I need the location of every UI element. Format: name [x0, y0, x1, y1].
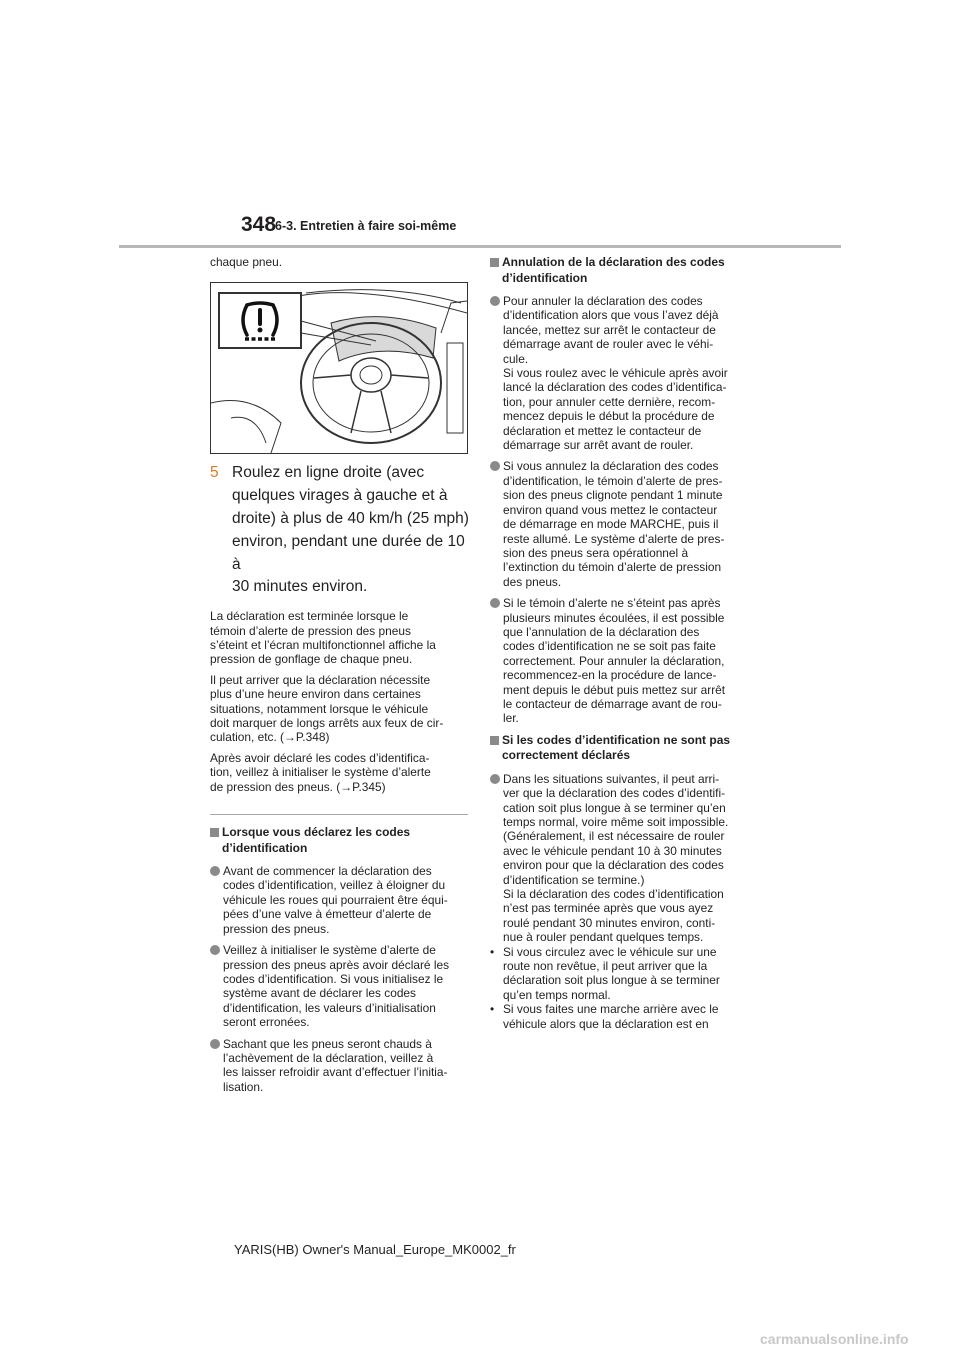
list-item-text: Dans les situations suivantes, il peut arri- ver que la déclaration des codes d’identifi- cation soit plus longue à se terminer qu’en temps normal, voire même soit impossible. (Généralement, il est nécessaire de rouler avec le véhicule pendant 10 à 30 minutes environ pour que la déclaration des codes d’identification se termine.) Si la déclaration des codes d’identification n’est pas terminée après que vous ayez roulé pendant 30 minutes environ, conti- nue à rouler pendant quelques temps. — [503, 771, 729, 945]
list-item-text: Si le témoin d’alerte ne s’éteint pas après plusieurs minutes écoulées, il est possible que l’annulation de la déclaration des codes d’identification ne se soit pas faite correctement. Pour annuler la déclaration, recommencez-en la procédure de lance- ment depuis le début puis mettez sur arrêt le contacteur de démarrage avant de rou- ler. — [503, 596, 726, 726]
note-heading-text: Lorsque vous déclarez les codes d’identification — [222, 825, 411, 855]
step-number: 5 — [210, 464, 219, 482]
list-item — [210, 864, 470, 936]
sub-item — [490, 1002, 750, 1031]
dashboard-drawing — [211, 283, 467, 453]
circle-bullet-icon — [210, 1039, 220, 1049]
list-item-text: Veillez à initialiser le système d’alerte de pression des pneus après avoir déclaré les codes d’identification. Si vous initialisez le système avant de déclarer les codes d’identification, les valeurs d’initialisation seront erronées. — [223, 943, 450, 1030]
section-heading-text: Si les codes d’identification ne sont pas correctement déclarés — [502, 732, 731, 763]
list-item — [210, 943, 470, 1029]
section-heading — [490, 255, 750, 286]
step-5 — [210, 462, 470, 599]
list-item — [210, 1037, 470, 1095]
section-heading — [490, 733, 750, 764]
list-item — [490, 772, 750, 945]
paragraph: Il peut arriver que la déclaration nécessite plus d’une heure environ dans certaines situations, notamment lorsque le véhicule doit marquer de longs arrêts aux feux de cir- culation, etc. (→P.348) — [210, 672, 444, 745]
page-number: 348 — [241, 213, 277, 236]
circle-bullet-icon — [490, 598, 500, 608]
list-item-text: Si vous annulez la déclaration des codes d’identification, le témoin d’alerte de pres- sion des pneus clignote pendant 1 minute environ quand vous mettez le contacteur de démarrage en mode MARCHE, puis il reste allumé. Le système d’alerte de pres- sion des pneus sera opérationnel à l’extinction du témoin d’alerte de pression des pneus. — [503, 459, 725, 589]
list-item — [490, 294, 750, 452]
watermark: carmanualsonline.info — [760, 1331, 909, 1347]
intro-text: chaque pneu. — [210, 255, 283, 269]
circle-bullet-icon — [210, 866, 220, 876]
header-rule — [119, 245, 841, 248]
sub-item — [490, 945, 750, 1003]
dot-bullet-icon: • — [490, 944, 495, 959]
circle-bullet-icon — [490, 296, 500, 306]
square-bullet-icon — [490, 736, 499, 745]
right-column — [490, 255, 750, 1031]
note-divider — [210, 814, 468, 815]
circle-bullet-icon — [490, 774, 500, 784]
list-item — [490, 459, 750, 589]
list-item — [490, 596, 750, 726]
list-item-text: Pour annuler la déclaration des codes d’identification alors que vous l’avez déjà lancée, mettez sur arrêt le contacteur de démarrage avant de rouler avec le véhi- cule. Si vous roulez avec le véhicule après avoir lancé la déclaration des codes d’identifica- tion, pour annuler cette dernière, recom- mencez depuis le début la procédure de déclaration et mettez le contacteur de démarrage sur arrêt avant de rouler. — [503, 294, 728, 453]
note-heading — [210, 825, 470, 856]
footer-manual-title: YARIS(HB) Owner's Manual_Europe_MK0002_fr — [234, 1242, 516, 1257]
sub-item-text: Si vous circulez avec le véhicule sur une route non revêtue, il peut arriver que la déclaration soit plus longue à se terminer qu’en temps normal. — [503, 944, 720, 1002]
sub-item-text: Si vous faites une marche arrière avec le véhicule alors que la déclaration est en — [503, 1002, 719, 1031]
paragraph: La déclaration est terminée lorsque le témoin d’alerte de pression des pneus s’éteint et l’écran multifonctionnel affiche la pression de gonflage de chaque pneu. — [210, 609, 436, 667]
section-title: 6-3. Entretien à faire soi-même — [275, 219, 457, 233]
left-column — [210, 255, 470, 1101]
dashboard-illustration — [210, 282, 468, 454]
step-text: Roulez en ligne droite (avec quelques virages à gauche et à droite) à plus de 40 km/h (25 mph) environ, pendant une durée de 10 à 30 minutes environ. — [232, 464, 469, 596]
square-bullet-icon — [490, 258, 499, 267]
circle-bullet-icon — [490, 461, 500, 471]
list-item-text: Sachant que les pneus seront chauds à l’achèvement de la déclaration, veillez à les laisser refroidir avant d’effectuer l’initia- lisation. — [223, 1036, 448, 1094]
circle-bullet-icon — [210, 945, 220, 955]
square-bullet-icon — [210, 828, 219, 837]
list-item-text: Avant de commencer la déclaration des codes d’identification, veillez à éloigner du véhicule les roues qui pourraient être équi- pées d’une valve à émetteur d’alerte de pression des pneus. — [223, 864, 448, 936]
paragraph: Après avoir déclaré les codes d’identifica- tion, veillez à initialiser le système d’alerte de pression des pneus. (→P.345) — [210, 750, 431, 794]
dot-bullet-icon: • — [490, 1002, 495, 1017]
section-heading-text: Annulation de la déclaration des codes d’identification — [502, 255, 725, 285]
